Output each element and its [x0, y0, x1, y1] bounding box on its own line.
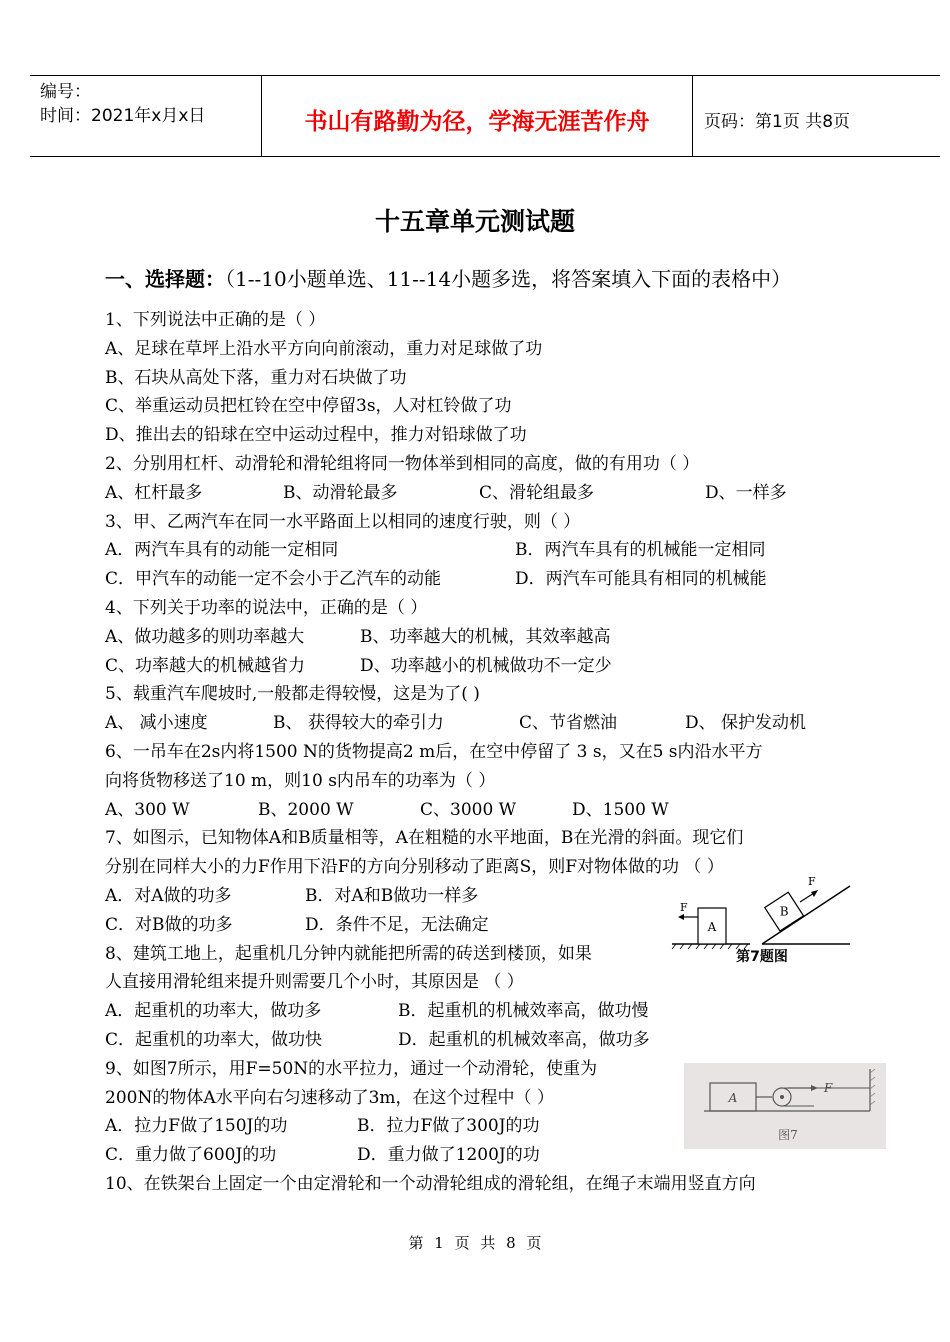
q1-option-d: D、推出去的铅球在空中运动过程中，推力对铅球做了功	[105, 425, 527, 446]
number-label: 编号：	[40, 82, 91, 102]
q4-option-d: D、功率越小的机械做功不一定少	[360, 655, 612, 676]
q6-option-d: D、1500 W	[572, 799, 669, 820]
q6-stem-line2: 向将货物移送了10 m，则10 s内吊车的功率为（ ）	[105, 770, 496, 791]
q4-option-b: B、功率越大的机械，其效率越高	[360, 626, 611, 647]
q9-figure	[684, 1063, 886, 1149]
q7-option-b: B．对A和B做功一样多	[305, 885, 479, 906]
q1-option-c: C、举重运动员把杠铃在空中停留3s，人对杠铃做了功	[105, 396, 512, 417]
q7-block-b-label: B	[779, 904, 789, 919]
header-motto: 书山有路勤为径，学海无涯苦作舟	[304, 109, 650, 135]
section-note: （1--10小题单选、11--14小题多选，将答案填入下面的表格中）	[225, 267, 792, 291]
q9-option-a: A．拉力F做了150J的功	[105, 1116, 288, 1137]
q3-option-d: D．两汽车可能具有相同的机械能	[515, 569, 767, 590]
q1-option-a: A、足球在草坪上沿水平方向向前滚动，重力对足球做了功	[105, 338, 543, 359]
q9-option-b: B．拉力F做了300J的功	[357, 1116, 540, 1137]
q4-stem: 4、下列关于功率的说法中，正确的是（ ）	[105, 597, 428, 618]
header-meta	[40, 80, 205, 128]
q7-force-b-arrow	[800, 893, 814, 902]
q2-option-b: B、动滑轮最多	[283, 482, 398, 503]
section-label: 一、选择题：	[105, 267, 225, 291]
q1-stem: 1、下列说法中正确的是（ ）	[105, 310, 326, 330]
q6-options	[105, 796, 870, 825]
q1-option-b: B、石块从高处下落，重力对石块做了功	[105, 367, 407, 388]
q8-options-ab	[105, 997, 870, 1026]
q2-options	[105, 479, 870, 508]
q2-stem: 2、分别用杠杆、动滑轮和滑轮组将同一物体举到相同的高度，做的有用功（ ）	[105, 453, 700, 474]
page-title: 十五章单元测试题	[374, 207, 575, 236]
q3-option-a: A．两汽车具有的动能一定相同	[105, 540, 339, 561]
q9-pulley-axle	[780, 1095, 784, 1099]
header-top-rule	[30, 75, 940, 76]
header-divider-right	[692, 75, 693, 156]
q3-option-b: B．两汽车具有的机械能一定相同	[515, 540, 766, 561]
q9-block-a-label: A	[728, 1091, 738, 1105]
q2-option-a: A、杠杆最多	[105, 482, 203, 503]
q3-options-ab	[105, 536, 870, 565]
q6-option-a: A、300 W	[105, 799, 190, 820]
q5-option-b: B、 获得较大的牵引力	[273, 713, 444, 734]
q8-option-a: A．起重机的功率大，做功多	[105, 1001, 322, 1022]
q6-stem-line1: 6、一吊车在2s内将1500 N的货物提高2 m后，在空中停留了 3 s，又在5 s内沿水平方	[105, 741, 763, 762]
q7-figure-caption: 第7题图	[736, 949, 788, 965]
q9-force-label: F	[824, 1081, 833, 1095]
q7-block-a-label: A	[707, 920, 717, 934]
page-footer: 第 1 页 共 8 页	[408, 1234, 542, 1252]
q8-stem-line2: 人直接用滑轮组来提升则需要几个小时，其原因是 （ ）	[105, 972, 524, 993]
q4-options-ab	[105, 623, 870, 652]
q9-stem-line1: 9、如图7所示，用F=50N的水平拉力，通过一个动滑轮，使重为	[105, 1058, 598, 1079]
section-heading	[105, 263, 791, 292]
q2-option-d: D、一样多	[705, 482, 787, 503]
q7-option-c: C．对B做的功多	[105, 914, 233, 935]
q9-option-c: C．重力做了600J的功	[105, 1145, 277, 1166]
q3-stem: 3、甲、乙两汽车在同一水平路面上以相同的速度行驶，则（ ）	[105, 511, 581, 532]
q5-stem: 5、载重汽车爬坡时,一般都走得较慢，这是为了( )	[105, 684, 480, 705]
q6-option-b: B、2000 W	[258, 799, 354, 820]
q8-stem-line1: 8、建筑工地上，起重机几分钟内就能把所需的砖送到楼顶，如果	[105, 943, 592, 964]
q8-options-cd	[105, 1026, 870, 1055]
q7-block-b	[765, 892, 804, 931]
q6-option-c: C、3000 W	[420, 799, 517, 820]
q4-option-c: C、功率越大的机械越省力	[105, 655, 306, 676]
q7-force-b-arrowhead	[811, 890, 818, 897]
q5-option-d: D、 保护发动机	[685, 713, 807, 734]
q7-stem-line1: 7、如图示，已知物体A和B质量相等，A在粗糙的水平地面，B在光滑的斜面。现它们	[105, 828, 744, 849]
q8-option-c: C．起重机的功率大，做功快	[105, 1029, 323, 1050]
q4-options-cd	[105, 652, 870, 681]
q5-option-a: A、 减小速度	[105, 713, 208, 734]
header-page-info: 页码：第1页 共8页	[704, 112, 851, 132]
q7-force-b-label: F	[808, 875, 816, 888]
q9-option-d: D．重力做了1200J的功	[357, 1145, 540, 1166]
q3-option-c: C．甲汽车的动能一定不会小于乙汽车的动能	[105, 569, 442, 590]
q3-options-cd	[105, 565, 870, 594]
header-bottom-rule	[30, 156, 940, 157]
q7-force-a-arrowhead	[678, 914, 684, 920]
q8-option-d: D．起重机的机械效率高，做功多	[398, 1029, 650, 1050]
q7-force-a-label: F	[680, 901, 688, 914]
q9-stem-line2: 200N的物体A水平向右匀速移动了3m，在这个过程中（ ）	[105, 1087, 554, 1108]
q7-option-d: D．条件不足，无法确定	[305, 914, 489, 935]
q7-figure	[662, 872, 854, 966]
q5-options	[105, 709, 870, 738]
q9-figure-caption: 图7	[778, 1128, 798, 1142]
q8-option-b: B．起重机的机械效率高，做功慢	[398, 1001, 649, 1022]
q7-option-a: A．对A做的功多	[105, 885, 232, 906]
time-label: 时间：2021年x月x日	[40, 106, 206, 126]
q4-option-a: A、做功越多的则功率越大	[105, 626, 305, 647]
q10-stem: 10、在铁架台上固定一个由定滑轮和一个动滑轮组成的滑轮组，在绳子末端用竖直方向	[105, 1173, 756, 1194]
q5-option-c: C、节省燃油	[519, 713, 618, 734]
q7-stem-line2: 分别在同样大小的力F作用下沿F的方向分别移动了距离S，则F对物体做的功 （ ）	[105, 857, 724, 878]
q2-option-c: C、滑轮组最多	[479, 482, 595, 503]
